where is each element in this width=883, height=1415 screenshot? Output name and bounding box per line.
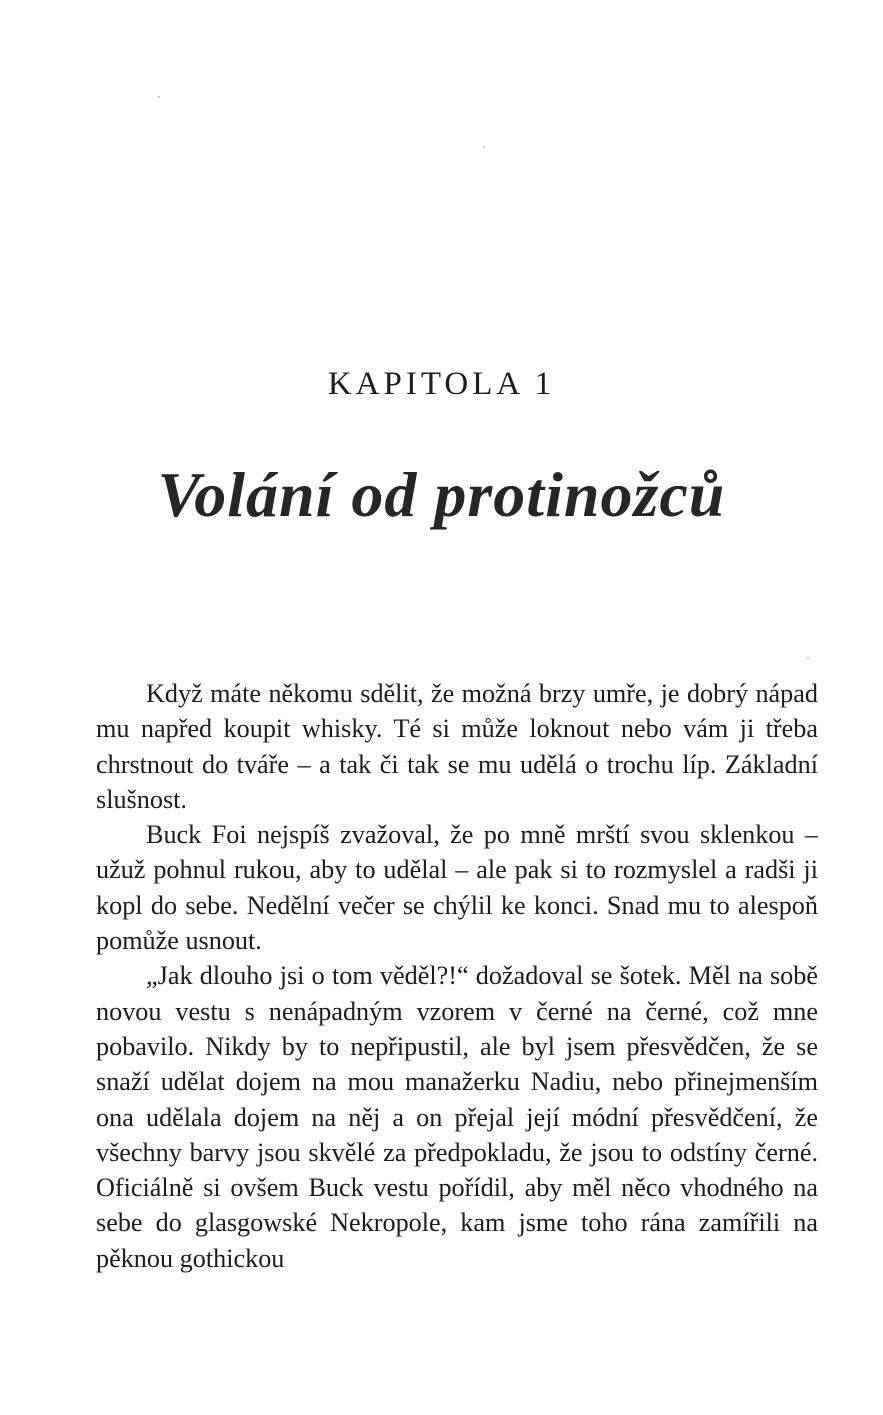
paper-speck <box>158 96 160 98</box>
paragraph: Buck Foi nejspíš zvažoval, že po mně mrští svou sklenkou – užuž pohnul rukou, aby to udělal – ale pak si to rozmyslel a radši ji kopl do sebe. Nedělní večer se chýlil ke konci. Snad mu to alespoň pomůže usnout. <box>96 820 818 956</box>
chapter-label: KAPITOLA 1 <box>327 366 556 402</box>
paragraph: Když máte někomu sdělit, že možná brzy umře, je dobrý nápad mu napřed koupit whisky. Té si může loknout nebo vám ji třeba chrstnout do tváře – a tak či tak se mu udělá o trochu líp. Základní slušnost. <box>96 679 818 814</box>
paper-speck <box>807 657 809 659</box>
paper-speck <box>483 146 485 148</box>
chapter-title: Volání od protinožců <box>157 459 726 530</box>
paragraph: „Jak dlouho jsi o tom věděl?!“ dožadoval se šotek. Měl na sobě novou vestu s nenápadným vzorem v černé na černé, což mne pobavilo. Nikdy by to nepřipustil, ale byl jsem přesvědčen, že se snaží udělat dojem na mou manažerku Nadiu, nebo přinejmenším ona udělala dojem na něj a on přejal její módní přesvědčení, že všechny barvy jsou skvělé za předpokladu, že jsou to odstíny černé. Oficiálně si ovšem Buck vestu pořídil, aby měl něco vhodného na sebe do glasgowské Nekropole, kam jsme toho rána zamířili na pěknou gothickou <box>96 961 818 1273</box>
chapter-body <box>96 676 818 1276</box>
